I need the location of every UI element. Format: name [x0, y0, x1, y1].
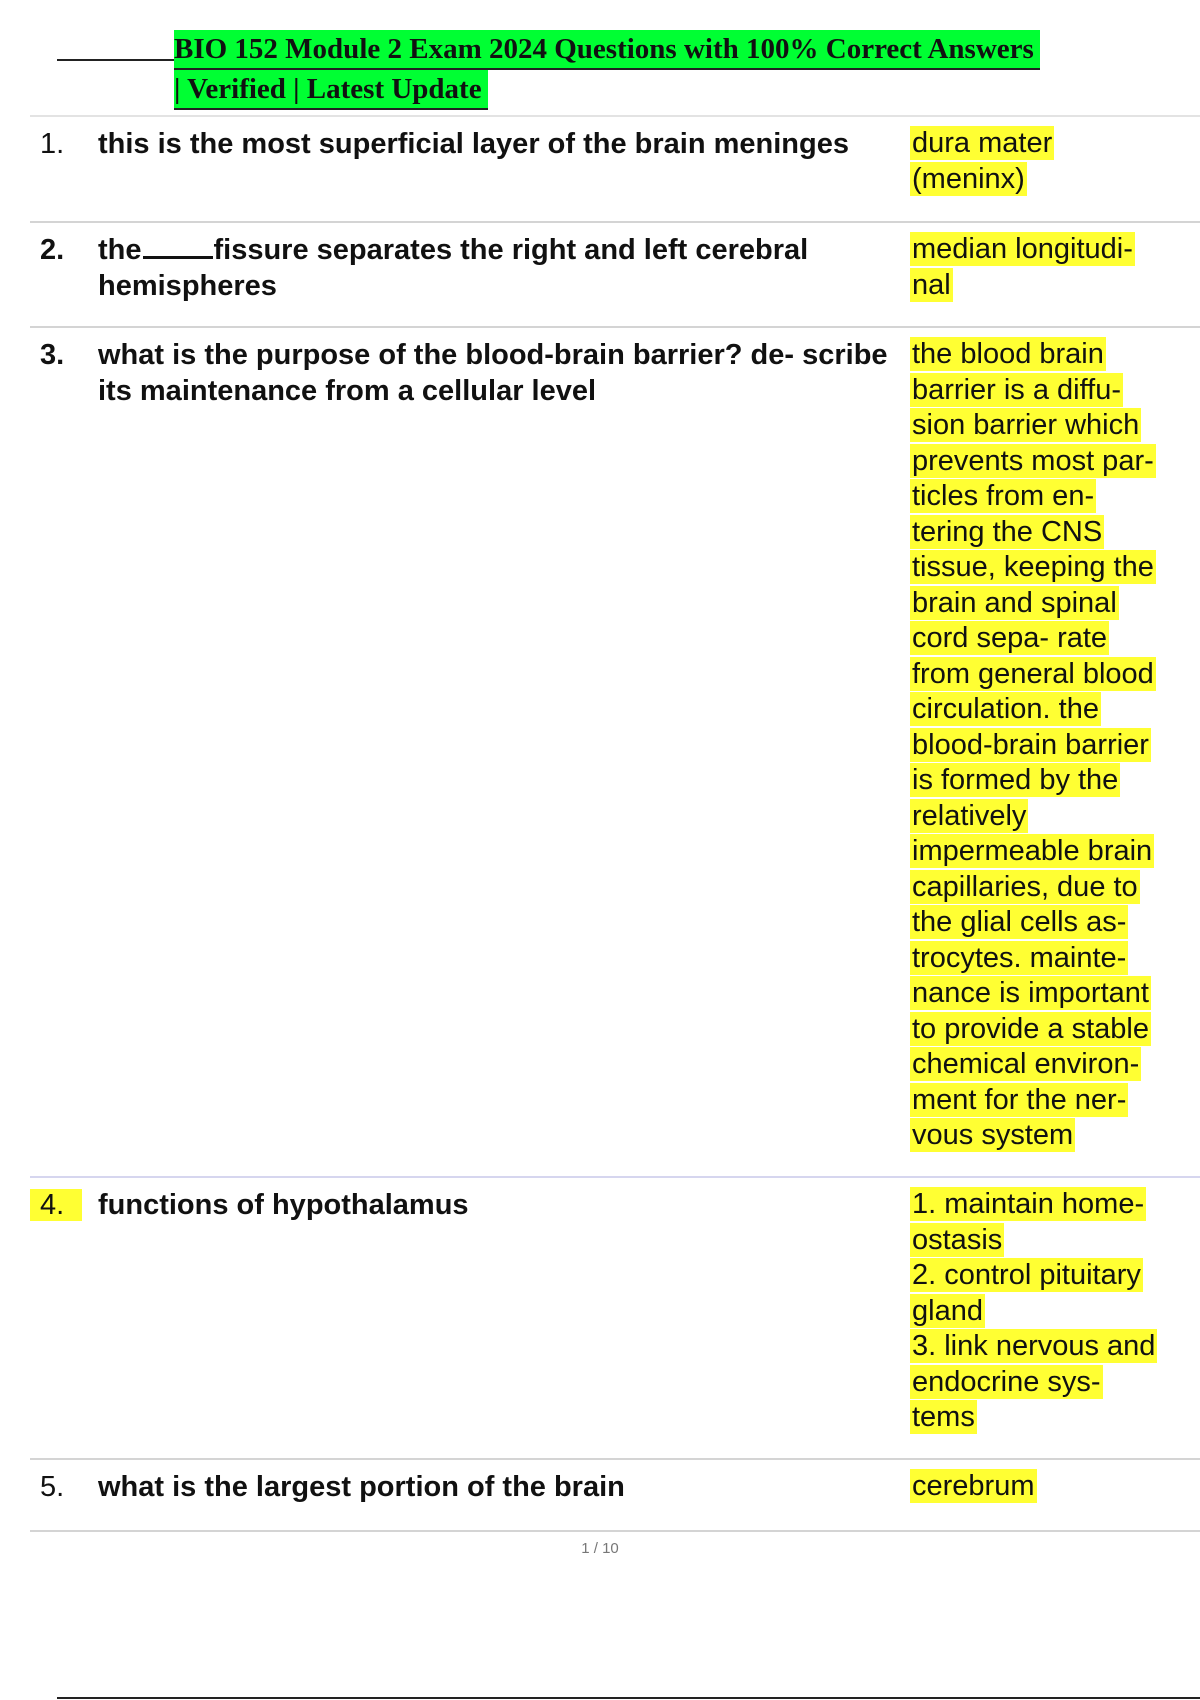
- title-line-1: BIO 152 Module 2 Exam 2024 Questions with 100% Correct Answers: [174, 30, 1040, 70]
- question-text: what is the purpose of the blood-brain barrier? de- scribe its maintenance from a cellular level: [98, 339, 888, 407]
- answer-highlight: the blood brain barrier is a diffu- sion barrier which prevents most par- ticles from en- tering the CNS tissue, keeping the brain and spinal cord sepa- rate from general blood circulation. the blood-brain barrier is formed by the relatively impermeable brain capillaries, due to the glial cells as- trocytes. mainte- nance is important to provide a stable chemical environ- ment for the ner- vous system: [912, 338, 1154, 1151]
- table-row: [30, 221, 1200, 326]
- page-indicator: 1 / 10: [581, 1540, 619, 1557]
- table-row: [30, 1176, 1200, 1458]
- question-number: 1.: [40, 128, 65, 160]
- table-row: [30, 115, 1200, 221]
- answer-text: [902, 117, 1170, 207]
- answer-highlight: 3. link nervous and endocrine sys- tems: [912, 1330, 1156, 1433]
- question-text: functions of hypothalamus: [98, 1189, 469, 1221]
- answer-text: [902, 328, 1170, 1164]
- number-highlight: 4.: [30, 1189, 82, 1221]
- table-bottom-rule: [30, 1530, 1200, 1532]
- answer-highlight: dura mater (meninx): [912, 127, 1053, 195]
- qa-table: [30, 115, 1200, 1532]
- answer-text: [902, 223, 1170, 313]
- answer-highlight: median longitudi- nal: [912, 233, 1133, 301]
- bottom-rule: [57, 1697, 1200, 1699]
- document-title: [174, 30, 1144, 110]
- question-text: what is the largest portion of the brain: [98, 1471, 625, 1503]
- question-number: 3.: [40, 339, 65, 371]
- answer-highlight: 2. control pituitary gland: [912, 1259, 1141, 1327]
- answer-text: [902, 1460, 1170, 1515]
- table-row: [30, 1458, 1200, 1530]
- table-row: [30, 326, 1200, 1176]
- title-line-2: | Verified | Latest Update: [174, 70, 488, 110]
- question-text: this is the most superficial layer of the brain meninges: [98, 128, 849, 160]
- question-text-part: the: [98, 234, 142, 266]
- question-text: [88, 223, 902, 304]
- question-number: 5.: [40, 1471, 65, 1503]
- answer-highlight: cerebrum: [912, 1470, 1035, 1502]
- question-number: 2.: [40, 234, 65, 266]
- answer-text: [902, 1178, 1170, 1446]
- question-number: [30, 1178, 88, 1223]
- answer-highlight: 1. maintain home- ostasis: [912, 1188, 1145, 1256]
- title-rule: [57, 59, 174, 61]
- question-text-part: fissure separates the right and left cerebral hemispheres: [98, 234, 809, 302]
- fill-in-blank: [143, 232, 213, 259]
